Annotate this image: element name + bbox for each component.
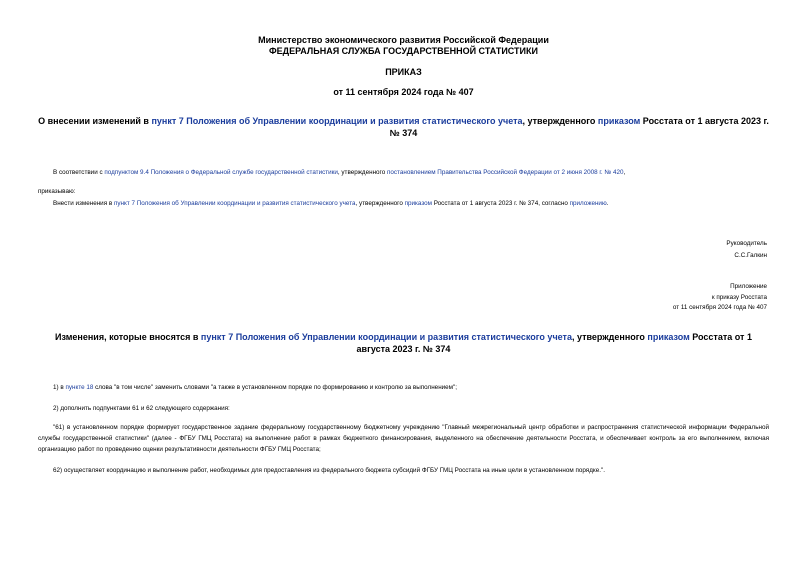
item-1-pre: 1) в bbox=[53, 384, 66, 391]
title-link-punkt7[interactable]: пункт 7 Положения об Управлении координации и развития статистического учета bbox=[151, 116, 523, 126]
title-link-prikaz[interactable]: приказом bbox=[597, 116, 641, 126]
ministry-name: Министерство экономического развития Российской Федерации bbox=[258, 35, 549, 45]
order-link-punkt7[interactable]: пункт 7 Положения об Управлении координации и развития статистического учета bbox=[113, 200, 356, 207]
order-pre: Внести изменения в bbox=[53, 200, 114, 207]
item-4: 62) осуществляет координацию и выполнение работ, необходимых для предоставления из федерального бюджета субсидий ФГБУ ГМЦ Росстата на иные цели в установленном порядке.". bbox=[53, 467, 605, 474]
changes-title-pre: Изменения, которые вносятся в bbox=[55, 332, 201, 342]
order-link-prikaz[interactable]: приказом bbox=[404, 200, 432, 207]
order-link-prilozhenie[interactable]: приложению bbox=[569, 200, 607, 207]
appendix-line1: Приложение bbox=[730, 283, 767, 290]
changes-title-post: Росстата от 1 августа 2023 г. № 374 bbox=[356, 332, 752, 354]
order-mid: , утвержденного bbox=[355, 200, 405, 207]
service-name: ФЕДЕРАЛЬНАЯ СЛУЖБА ГОСУДАРСТВЕННОЙ СТАТИСТИКИ bbox=[269, 46, 538, 56]
doc-date: от 11 сентября 2024 года № 407 bbox=[333, 87, 474, 97]
order-post: . bbox=[606, 200, 609, 207]
title-post: Росстата от 1 августа 2023 г. № 374 bbox=[389, 116, 769, 138]
item-1-link-punkt18[interactable]: пункте 18 bbox=[65, 384, 94, 391]
changes-title-mid: , утвержденного bbox=[571, 332, 648, 342]
doc-type: ПРИКАЗ bbox=[385, 67, 422, 77]
preamble bbox=[53, 167, 773, 178]
title-mid: , утвержденного bbox=[522, 116, 598, 126]
preamble-link-podpunkt[interactable]: подпунктом 9.4 Положения о Федеральной службе государственной статистики bbox=[104, 169, 338, 176]
appendix-line2: к приказу Росстата bbox=[711, 294, 767, 301]
changes-title bbox=[38, 331, 769, 355]
order-text bbox=[53, 198, 773, 209]
order-mid2: Росстата от 1 августа 2023 г. № 374, согласно bbox=[432, 200, 570, 207]
order-word: приказываю: bbox=[38, 188, 76, 195]
appendix-line3: от 11 сентября 2024 года № 407 bbox=[672, 304, 767, 311]
changes-title-link-punkt7[interactable]: пункт 7 Положения об Управлении координации и развития статистического учета bbox=[200, 332, 572, 342]
item-2: 2) дополнить подпунктами 61 и 62 следующего содержания: bbox=[53, 405, 230, 412]
changes-title-link-prikaz[interactable]: приказом bbox=[647, 332, 690, 342]
signature-name: С.С.Галкин bbox=[734, 252, 767, 259]
preamble-pre: В соответствии с bbox=[53, 169, 105, 176]
signature-position: Руководитель bbox=[726, 240, 767, 247]
title-pre: О внесении изменений в bbox=[38, 116, 152, 126]
item-1-post: слова "в том числе" заменить словами "а также в установленном порядке по формированию и контролю за выполнением"; bbox=[93, 384, 457, 391]
item-3: "61) в установленном порядке формирует государственное задание федеральному государственному бюджетному учреждению "Главный межрегиональный центр обработки и распространения статистической информации Федеральной службы государственной статистики" (далее - ФГБУ ГМЦ Росстата) на выполнение работ в рамках бюджетного финансирования, выделенного на обеспечение деятельности Росстата, и обеспечивает контроль за его выполнением, включая организацию работ по проведению оценки результативности деятельности ФГБУ ГМЦ Росстата; bbox=[38, 424, 769, 453]
preamble-link-postanovlenie[interactable]: постановлением Правительства Российской Федерации от 2 июня 2008 г. № 420 bbox=[386, 169, 624, 176]
item-1 bbox=[53, 382, 773, 393]
preamble-mid: , утвержденного bbox=[337, 169, 387, 176]
preamble-post: , bbox=[623, 169, 626, 176]
doc-title bbox=[38, 115, 769, 139]
